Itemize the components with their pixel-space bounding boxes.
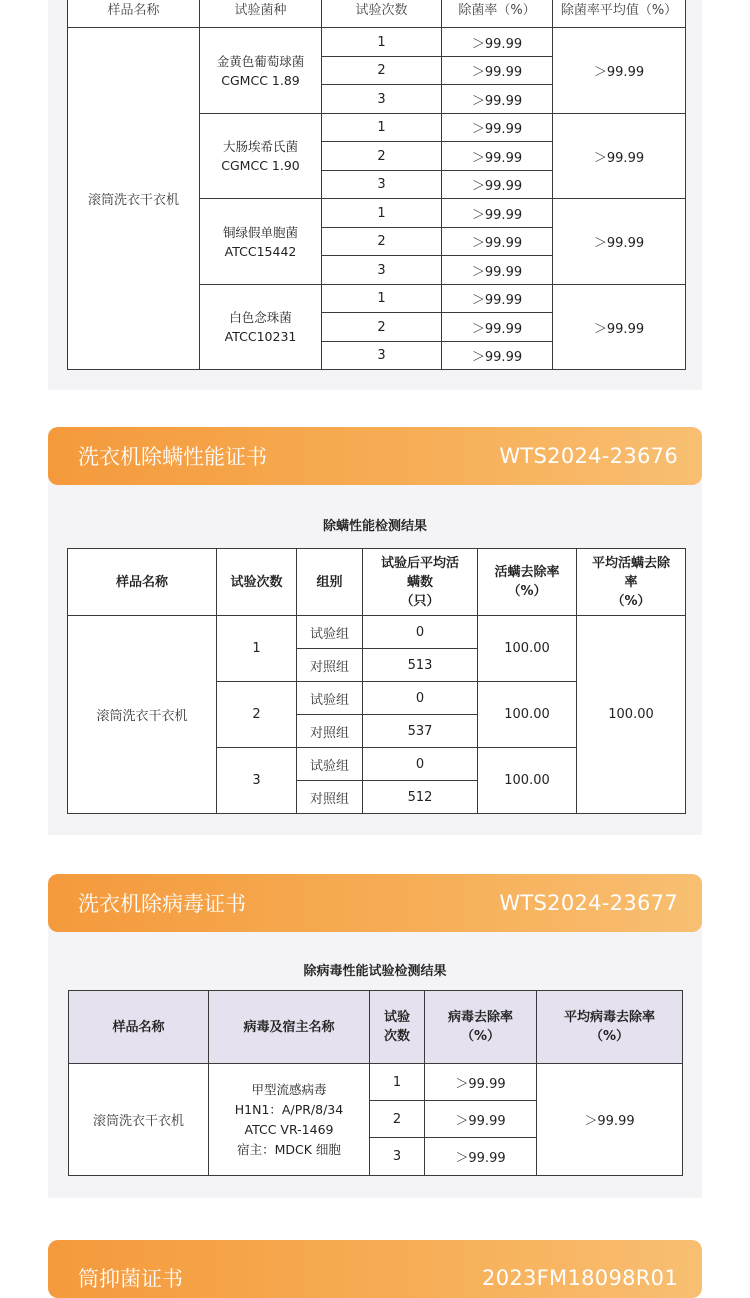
mite-results-table bbox=[67, 548, 686, 814]
virus-results-table bbox=[68, 990, 683, 1176]
rate-cell: ＞99.99 bbox=[442, 114, 553, 142]
trial-cell: 3 bbox=[322, 171, 442, 199]
strain-cell: 白色念珠菌 ATCC10231 bbox=[200, 285, 322, 370]
trial-cell: 1 bbox=[217, 616, 297, 682]
group-label-cell: 试验组 bbox=[297, 616, 363, 649]
mite-results-caption: 除螨性能检测结果 bbox=[322, 519, 427, 534]
trial-cell: 1 bbox=[322, 28, 442, 57]
header-avg-rate: 除菌率平均值（%） bbox=[553, 0, 686, 28]
strain-cell: 铜绿假单胞菌 ATCC15442 bbox=[200, 199, 322, 285]
avg-rate-cell: ＞99.99 bbox=[553, 199, 686, 285]
rate-cell: ＞99.99 bbox=[442, 342, 553, 370]
trial-cell: 3 bbox=[322, 342, 442, 370]
avg-removal-rate-cell: 100.00 bbox=[577, 616, 686, 814]
header-sample: 样品名称 bbox=[68, 549, 217, 616]
sample-name-cell: 滚筒洗衣干衣机 bbox=[69, 1064, 209, 1176]
trial-cell: 3 bbox=[322, 85, 442, 114]
table-row bbox=[69, 1064, 683, 1101]
virus-certificate-banner bbox=[48, 874, 702, 932]
rate-cell: ＞99.99 bbox=[442, 256, 553, 285]
trial-cell: 2 bbox=[322, 313, 442, 342]
trial-cell: 3 bbox=[370, 1138, 425, 1176]
virus-results-caption: 除病毒性能试验检测结果 bbox=[303, 964, 447, 979]
mite-count-cell: 0 bbox=[363, 616, 478, 649]
drum-certificate-number: 2023FM18098R01 bbox=[482, 1266, 678, 1290]
drum-certificate-title: 筒抑菌证书 bbox=[78, 1267, 183, 1291]
trial-cell: 1 bbox=[322, 285, 442, 313]
sample-name-cell: 滚筒洗衣干衣机 bbox=[68, 616, 217, 814]
removal-rate-cell: 100.00 bbox=[478, 682, 577, 748]
mite-certificate-banner bbox=[48, 427, 702, 485]
header-virus-host: 病毒及宿主名称 bbox=[209, 991, 370, 1064]
trial-cell: 2 bbox=[370, 1101, 425, 1138]
trial-cell: 1 bbox=[322, 114, 442, 142]
virus-rate-cell: ＞99.99 bbox=[425, 1101, 537, 1138]
header-avg-live-mites: 试验后平均活 螨数 （只） bbox=[363, 549, 478, 616]
group-label-cell: 试验组 bbox=[297, 682, 363, 715]
mite-count-cell: 512 bbox=[363, 781, 478, 814]
sample-name-cell: 滚筒洗衣干衣机 bbox=[68, 28, 200, 370]
header-mite-removal-rate: 活螨去除率 （%） bbox=[478, 549, 577, 616]
header-avg-mite-removal-rate: 平均活螨去除 率 （%） bbox=[577, 549, 686, 616]
table-row bbox=[68, 28, 686, 57]
rate-cell: ＞99.99 bbox=[442, 57, 553, 85]
removal-rate-cell: 100.00 bbox=[478, 616, 577, 682]
table-header-row bbox=[68, 549, 686, 616]
avg-virus-rate-cell: ＞99.99 bbox=[537, 1064, 683, 1176]
rate-cell: ＞99.99 bbox=[442, 285, 553, 313]
virus-rate-cell: ＞99.99 bbox=[425, 1064, 537, 1101]
table-header-row bbox=[68, 0, 686, 28]
header-rate: 除菌率（%） bbox=[442, 0, 553, 28]
antibacterial-results-table bbox=[67, 0, 686, 370]
mite-certificate-title: 洗衣机除螨性能证书 bbox=[78, 445, 267, 469]
rate-cell: ＞99.99 bbox=[442, 85, 553, 114]
mite-count-cell: 537 bbox=[363, 715, 478, 748]
virus-rate-cell: ＞99.99 bbox=[425, 1138, 537, 1176]
group-label-cell: 试验组 bbox=[297, 748, 363, 781]
rate-cell: ＞99.99 bbox=[442, 199, 553, 228]
rate-cell: ＞99.99 bbox=[442, 228, 553, 256]
virus-host-cell: 甲型流感病毒 H1N1：A/PR/8/34 ATCC VR-1469 宿主：MDCK 细胞 bbox=[209, 1064, 370, 1176]
trial-cell: 1 bbox=[322, 199, 442, 228]
header-group: 组别 bbox=[297, 549, 363, 616]
trial-cell: 2 bbox=[217, 682, 297, 748]
rate-cell: ＞99.99 bbox=[442, 171, 553, 199]
avg-rate-cell: ＞99.99 bbox=[553, 285, 686, 370]
header-trial: 试验 次数 bbox=[370, 991, 425, 1064]
avg-rate-cell: ＞99.99 bbox=[553, 114, 686, 199]
rate-cell: ＞99.99 bbox=[442, 142, 553, 171]
trial-cell: 3 bbox=[217, 748, 297, 814]
group-label-cell: 对照组 bbox=[297, 715, 363, 748]
trial-cell: 2 bbox=[322, 57, 442, 85]
trial-cell: 2 bbox=[322, 142, 442, 171]
header-avg-virus-removal-rate: 平均病毒去除率 （%） bbox=[537, 991, 683, 1064]
group-label-cell: 对照组 bbox=[297, 649, 363, 682]
header-strain: 试验菌种 bbox=[200, 0, 322, 28]
virus-certificate-title: 洗衣机除病毒证书 bbox=[78, 892, 246, 916]
removal-rate-cell: 100.00 bbox=[478, 748, 577, 814]
strain-cell: 大肠埃希氏菌 CGMCC 1.90 bbox=[200, 114, 322, 199]
mite-count-cell: 0 bbox=[363, 748, 478, 781]
header-trial: 试验次数 bbox=[217, 549, 297, 616]
header-sample: 样品名称 bbox=[68, 0, 200, 28]
rate-cell: ＞99.99 bbox=[442, 313, 553, 342]
virus-certificate-number: WTS2024-23677 bbox=[499, 891, 678, 915]
trial-cell: 3 bbox=[322, 256, 442, 285]
mite-count-cell: 0 bbox=[363, 682, 478, 715]
header-sample: 样品名称 bbox=[69, 991, 209, 1064]
table-header-row bbox=[69, 991, 683, 1064]
mite-count-cell: 513 bbox=[363, 649, 478, 682]
trial-cell: 1 bbox=[370, 1064, 425, 1101]
strain-cell: 金黄色葡萄球菌 CGMCC 1.89 bbox=[200, 28, 322, 114]
rate-cell: ＞99.99 bbox=[442, 28, 553, 57]
mite-certificate-number: WTS2024-23676 bbox=[499, 444, 678, 468]
table-row bbox=[68, 616, 686, 649]
trial-cell: 2 bbox=[322, 228, 442, 256]
drum-antibacterial-certificate-banner bbox=[48, 1240, 702, 1298]
header-virus-removal-rate: 病毒去除率 （%） bbox=[425, 991, 537, 1064]
avg-rate-cell: ＞99.99 bbox=[553, 28, 686, 114]
group-label-cell: 对照组 bbox=[297, 781, 363, 814]
header-trial: 试验次数 bbox=[322, 0, 442, 28]
